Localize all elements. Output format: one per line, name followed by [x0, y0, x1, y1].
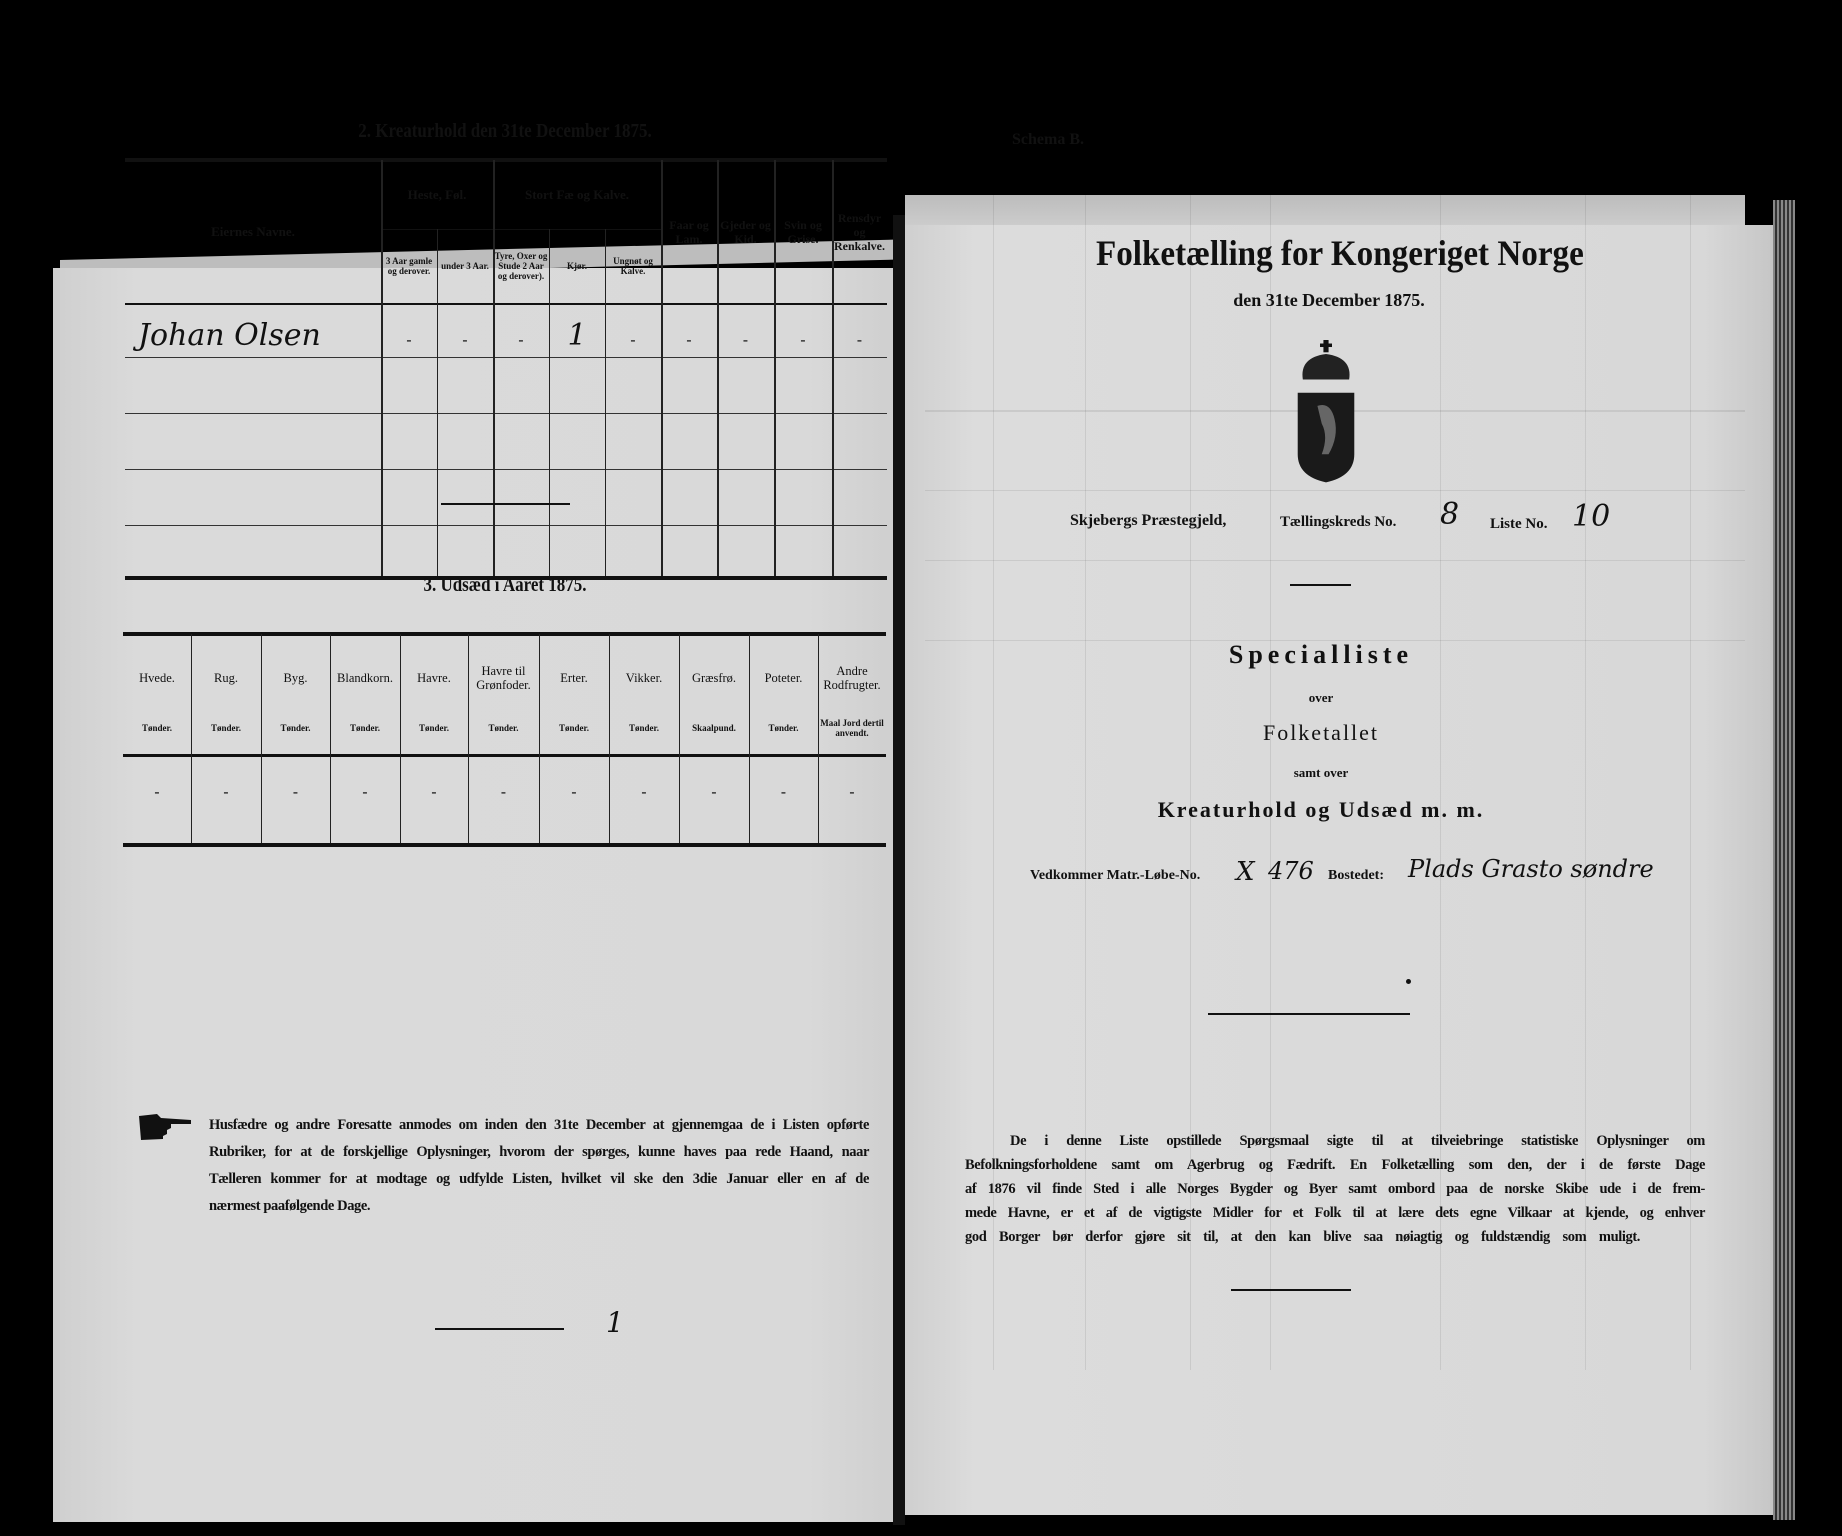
- col-kjor: Kjør.: [567, 261, 587, 271]
- note-line: Tælleren kommer for at modtage og udfylde Listen, hvilket vil ske den 3die Januar eller en af de: [209, 1171, 869, 1187]
- paragraph-line: mede Havne, er et af de vigtigste Midler for et Folk til at lære dets egne Vilkaar at kjende, og enhver: [965, 1205, 1705, 1221]
- seed-cell: -: [154, 782, 160, 801]
- seed-col-name: Græsfrø.: [691, 671, 737, 685]
- ink-dot: [1406, 979, 1411, 984]
- header-eiernes-navne: Eiernes Navne.: [211, 223, 295, 239]
- header-stort-fae: Stort Fæ og Kalve.: [525, 186, 629, 202]
- cell: -: [800, 330, 806, 349]
- seed-col-name: Hvede.: [139, 671, 175, 685]
- matr-label: Vedkommer Matr.-Løbe-No.: [1030, 868, 1201, 883]
- col-faar: Faar og Lam.: [669, 217, 709, 246]
- paragraph-line: Befolkningsforholdene samt om Agerbrug og Fædrift. En Folketælling som den, der i de første Dage: [965, 1157, 1705, 1173]
- seed-col-unit: Skaalpund.: [692, 723, 736, 733]
- bosted-label: Bostedet:: [1328, 868, 1384, 883]
- left-page: [53, 268, 893, 1522]
- seed-col-name: Poteter.: [764, 671, 803, 685]
- cell: -: [406, 330, 412, 349]
- cell: -: [686, 330, 692, 349]
- col-heste-3aar: 3 Aar gamle og derover.: [385, 256, 433, 276]
- separator-line: [441, 503, 570, 505]
- seed-cell: -: [641, 782, 647, 801]
- samt-over-text: samt over: [1293, 765, 1349, 780]
- seed-cell: -: [292, 782, 299, 801]
- cell: -: [630, 330, 636, 349]
- seed-col-name: Havre.: [417, 671, 451, 685]
- seed-cell: -: [500, 782, 507, 801]
- paragraph-line: De i denne Liste opstillede Spørgsmaal sigte til at tilveiebringe statistiske Oplysninger om: [1010, 1133, 1705, 1149]
- over-text: over: [1308, 690, 1334, 705]
- seed-col-name: Blandkorn.: [337, 671, 393, 685]
- bosted-value: Plads Grasto søndre: [1408, 855, 1654, 883]
- seed-col-unit: Tønder.: [280, 723, 311, 733]
- seed-col-name: Byg.: [283, 671, 308, 685]
- col-ungnot: Ungnøt og Kalve.: [613, 256, 653, 276]
- seed-cell: -: [362, 782, 368, 801]
- col-svin: Svin og Grise.: [784, 217, 822, 246]
- note-line: Rubriker, for at de forskjellige Oplysninger, hvorom der spørges, kunne haves paa rede Haand, naar: [209, 1144, 869, 1160]
- kreaturhold-heading: Kreaturhold og Udsæd m. m.: [1157, 797, 1485, 822]
- col-gjeder: Gjeder og Kid.: [720, 217, 771, 246]
- pointing-hand-icon: [137, 1112, 192, 1142]
- district-label: Tællingskreds No.: [1280, 514, 1397, 530]
- paragraph-line: god Borger bør derfor gjøre sit til, at den kan blive saa nøiagtig og fuldstændig som muligt.: [965, 1229, 1640, 1245]
- matr-crossed: X: [1236, 857, 1255, 887]
- seed-col-name: Havre til Grønfoder.: [476, 664, 531, 692]
- section2-title: 2. Kreaturhold den 31te December 1875.: [358, 120, 652, 142]
- seed-col-unit: Tønder.: [488, 723, 519, 733]
- schema-label: Schema B.: [1012, 131, 1084, 148]
- census-title: Folketælling for Kongeriget Norge: [1096, 233, 1584, 273]
- seed-col-name: Andre Rodfrugter.: [823, 664, 881, 692]
- seed-col-name: Erter.: [560, 671, 588, 685]
- seed-col-unit: Maal Jord dertil anvendt.: [820, 718, 884, 738]
- seed-cell: -: [431, 782, 437, 801]
- note-line: nærmest paafølgende Dage.: [209, 1198, 371, 1214]
- list-label: Liste No.: [1490, 516, 1548, 532]
- col-tyre: Tyre, Oxer og Stude 2 Aar og derover).: [494, 251, 548, 281]
- district-number: 8: [1440, 497, 1460, 532]
- folketallet-heading: Folketallet: [1262, 720, 1380, 745]
- owner-name: Johan Olsen: [138, 318, 321, 353]
- census-subtitle: den 31te December 1875.: [1233, 290, 1425, 310]
- cell: 1: [567, 318, 587, 353]
- seed-col-name: Rug.: [214, 671, 238, 685]
- cell: -: [856, 330, 863, 349]
- list-number: 10: [1572, 499, 1611, 534]
- seed-col-unit: Tønder.: [559, 723, 589, 733]
- specialliste-heading: Specialliste: [1228, 640, 1414, 669]
- parish-label: Skjebergs Præstegjeld,: [1070, 512, 1227, 529]
- cell: -: [742, 330, 749, 349]
- col-rensdyr: Rensdyr og Renkalve.: [834, 210, 885, 253]
- seed-cell: -: [849, 782, 855, 801]
- seed-col-unit: Tønder.: [419, 723, 449, 733]
- seed-cell: -: [223, 782, 229, 801]
- bottom-mark: 1: [606, 1306, 624, 1339]
- seed-col-unit: Tønder.: [350, 723, 380, 733]
- seed-cell: -: [780, 782, 787, 801]
- header-heste: Heste, Føl.: [407, 186, 467, 202]
- matr-number: 476: [1268, 857, 1314, 885]
- cell: -: [462, 330, 468, 349]
- book-spine: [893, 215, 905, 1525]
- coat-of-arms-icon: [1296, 340, 1356, 485]
- seed-col-unit: Tønder.: [142, 723, 172, 733]
- bottom-separator-line: [435, 1328, 564, 1330]
- bottom-separator-line: [1231, 1289, 1351, 1291]
- cell: -: [518, 330, 524, 349]
- paragraph-line: af 1876 vil finde Sted i alle Norges Bygder og Byer samt ombord paa de norske Skibe ude i de frem-: [965, 1181, 1705, 1197]
- col-heste-under3: under 3 Aar.: [441, 261, 489, 271]
- separator-line: [1290, 584, 1351, 586]
- seed-col-unit: Tønder.: [629, 723, 659, 733]
- note-line: Husfædre og andre Foresatte anmodes om inden den 31te December at gjennemgaa de i Listen opførte: [209, 1117, 869, 1133]
- seed-col-name: Vikker.: [625, 671, 663, 685]
- separator-line: [1208, 1013, 1410, 1015]
- seed-cell: -: [571, 782, 577, 801]
- section3-title: 3. Udsæd i Aaret 1875.: [423, 574, 587, 596]
- seed-col-unit: Tønder.: [211, 723, 241, 733]
- page-edge-stack: [1773, 200, 1795, 1520]
- seed-col-unit: Tønder.: [768, 723, 799, 733]
- seed-cell: -: [711, 782, 717, 801]
